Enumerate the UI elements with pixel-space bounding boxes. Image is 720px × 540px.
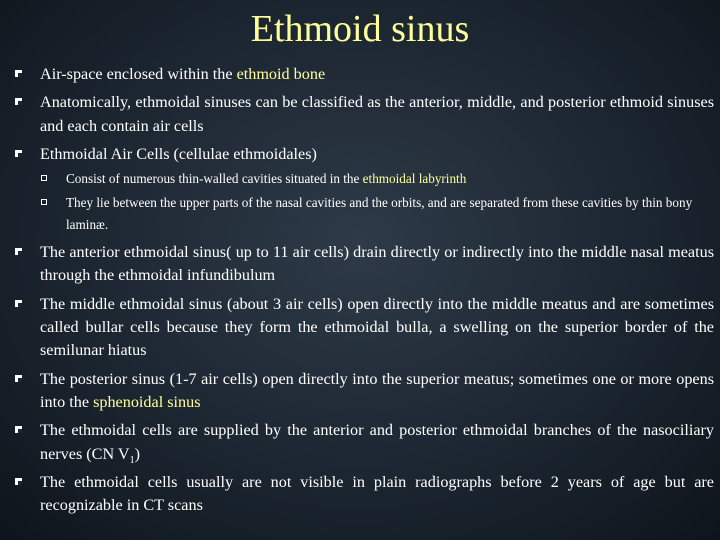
bullet-text: The posterior sinus (1-7 air cells) open directly into the superior meatus; sometimes one or more opens into the (40, 369, 714, 411)
subscript: 1 (129, 454, 135, 466)
bullet-text: Air-space enclosed within the (40, 65, 237, 83)
bullet-text: The ethmoidal cells are supplied by the anterior and posterior ethmoidal branches of the nasociliary nerves (CN V (40, 421, 714, 463)
square-bullet-icon (15, 478, 22, 485)
square-bullet-icon (15, 70, 22, 77)
ethmoid-bone-link[interactable]: ethmoid bone (236, 65, 326, 83)
hollow-square-bullet-icon (41, 199, 47, 205)
ethmoidal-labyrinth-link[interactable]: ethmoidal labyrinth (362, 171, 467, 187)
slide-title: Ethmoid sinus (250, 8, 470, 50)
sub-bullet-text: They lie between the upper parts of the nasal cavities and the orbits, and are separated from these cavities by thin bony laminæ. (66, 195, 693, 233)
bullet-text: Ethmoidal Air Cells (cellulae ethmoidales) (40, 144, 317, 163)
bullet-anterior-sinus (14, 241, 714, 288)
sub-bullet-cavities (14, 168, 714, 190)
bullet-air-cells (14, 143, 714, 166)
square-bullet-icon (15, 426, 22, 433)
square-bullet-icon (15, 248, 22, 255)
slide-content (14, 58, 714, 517)
hollow-square-bullet-icon (41, 175, 47, 181)
bullet-nerve-supply (14, 419, 714, 466)
bullet-air-space (14, 63, 714, 86)
bullet-radiographs (14, 471, 714, 518)
sub-bullet-location (14, 192, 714, 236)
bullet-posterior-sinus (14, 368, 714, 415)
bullet-text: The ethmoidal cells usually are not visible in plain radiographs before 2 years of age but are recognizable in CT scans (40, 472, 714, 515)
square-bullet-icon (15, 375, 22, 382)
bullet-text-end: ) (134, 444, 141, 463)
square-bullet-icon (15, 98, 22, 105)
bullet-classification (14, 91, 714, 138)
bullet-middle-sinus (14, 293, 714, 363)
bullet-text: Anatomically, ethmoidal sinuses can be classified as the anterior, middle, and posterior ethmoid sinuses and each contain air cells (40, 93, 714, 135)
sphenoidal-sinus-link[interactable]: sphenoidal sinus (93, 392, 201, 411)
bullet-text: The middle ethmoidal sinus (about 3 air cells) open directly into the middle meatus and are sometimes called bullar cells because they form the ethmoidal bulla, a swelling on the superior border of the semilunar hiatus (40, 294, 714, 360)
sub-bullet-text: Consist of numerous thin-walled cavities situated in the (66, 171, 363, 187)
square-bullet-icon (15, 150, 22, 157)
bullet-text: The anterior ethmoidal sinus( up to 11 air cells) drain directly or indirectly into the middle nasal meatus through the ethmoidal infundibulum (40, 243, 714, 285)
square-bullet-icon (15, 300, 22, 307)
